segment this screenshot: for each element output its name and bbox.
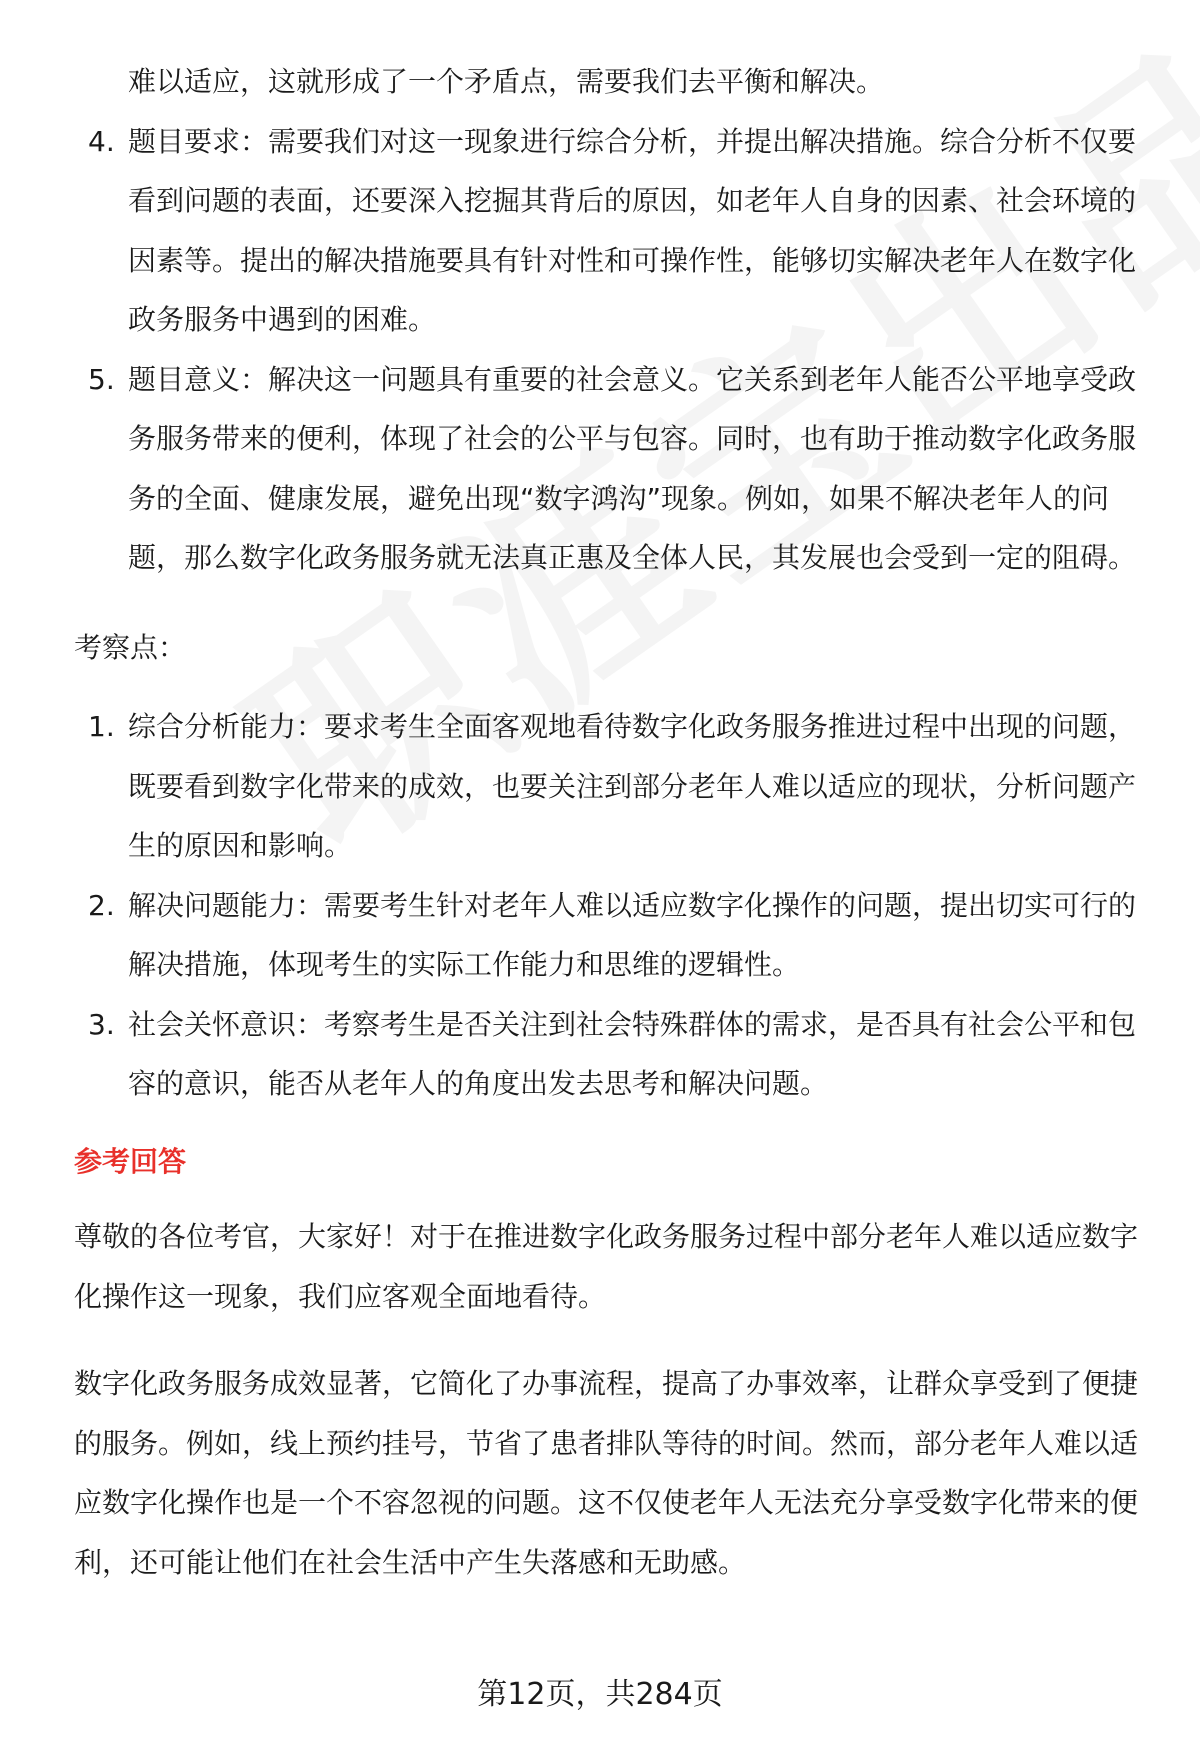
list-text: 社会关怀意识：考察考生是否关注到社会特殊群体的需求，是否具有社会公平和包容的意识，能否从老年人的角度出发去思考和解决问题。 — [128, 1007, 1137, 1100]
list-number: 1. — [88, 710, 115, 743]
list-item — [74, 876, 1144, 995]
list-text: 题目要求：需要我们对这一现象进行综合分析，并提出解决措施。综合分析不仅要看到问题的表面，还要深入挖掘其背后的原因，如老年人自身的因素、社会环境的因素等。提出的解决措施要具有针对性和可操作性，能够切实解决老年人在数字化政务服务中遇到的困难。 — [128, 124, 1137, 336]
answer-paragraph: 尊敬的各位考官，大家好！对于在推进数字化政务服务过程中部分老年人难以适应数字化操作这一现象，我们应客观全面地看待。 — [74, 1220, 1139, 1313]
list-item — [74, 697, 1144, 876]
list-item — [74, 112, 1144, 350]
assessment-points-list — [74, 697, 1144, 1114]
list-number: 4. — [88, 124, 115, 158]
list-number: 5. — [88, 362, 115, 396]
paragraph-gap — [74, 1326, 1144, 1354]
list-item — [74, 350, 1144, 588]
list-text: 解决问题能力：需要考生针对老年人难以适应数字化操作的问题，提出切实可行的解决措施，体现考生的实际工作能力和思维的逻辑性。 — [128, 888, 1137, 981]
list-number: 2. — [88, 888, 115, 922]
answer-heading: 参考回答 — [74, 1144, 187, 1178]
list-item — [74, 995, 1144, 1114]
answer-paragraph: 数字化政务服务成效显著，它简化了办事流程，提高了办事效率，让群众享受到了便捷的服务。例如，线上预约挂号，节省了患者排队等待的时间。然而，部分老年人难以适应数字化操作也是一个不容忽视的问题。这不仅使老年人无法充分享受数字化带来的便利，还可能让他们在社会生活中产生失落感和无助感。 — [74, 1367, 1139, 1579]
continued-paragraph: 难以适应，这就形成了一个矛盾点，需要我们去平衡和解决。 — [128, 65, 885, 98]
page-content — [74, 52, 1144, 1592]
list-text: 综合分析能力：要求考生全面客观地看待数字化政务服务推进过程中出现的问题，既要看到数字化带来的成效，也要关注到部分老年人难以适应的现状，分析问题产生的原因和影响。 — [128, 710, 1137, 862]
question-analysis-list — [74, 112, 1144, 588]
page-number-footer: 第12页，共284页 — [477, 1677, 723, 1712]
list-number: 3. — [88, 1007, 115, 1041]
section-label-kaocha: 考察点： — [74, 630, 187, 664]
list-text: 题目意义：解决这一问题具有重要的社会意义。它关系到老年人能否公平地享受政务服务带来的便利，体现了社会的公平与包容。同时，也有助于推动数字化政务服务的全面、健康发展，避免出现“数字鸿沟”现象。例如，如果不解决老年人的问题，那么数字化政务服务就无法真正惠及全体人民，其发展也会受到一定的阻碍。 — [128, 362, 1137, 574]
